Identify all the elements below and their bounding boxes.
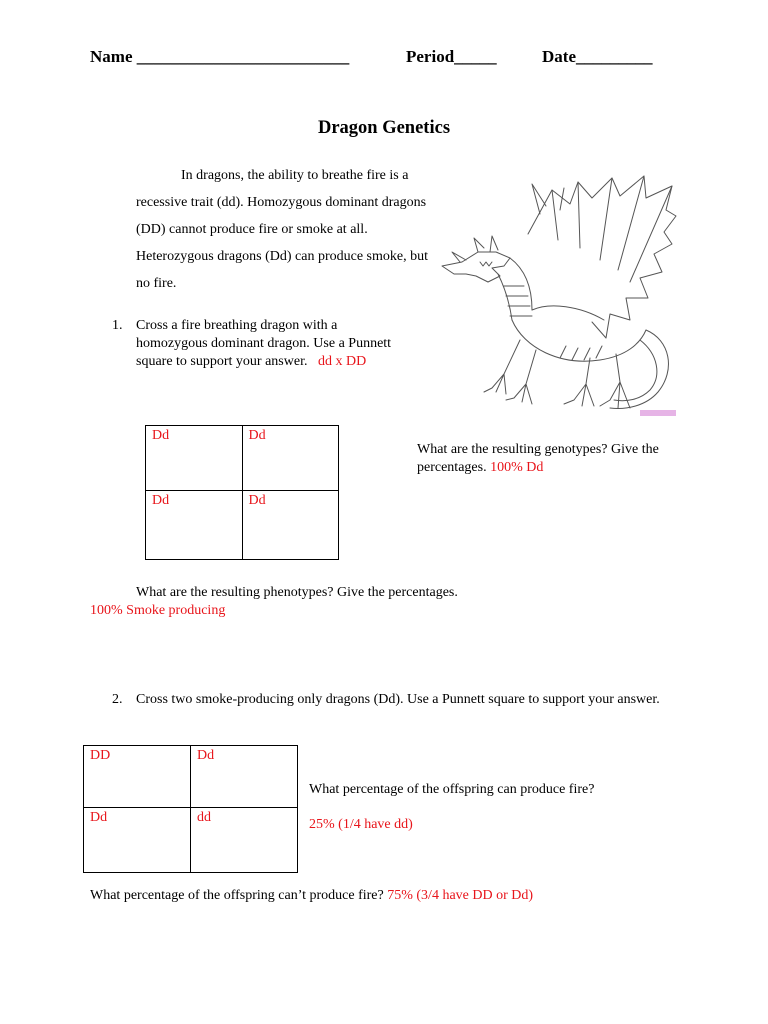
intro-text: In dragons, the ability to breathe fire is a recessive trait (dd). Homozygous dominant dragons (DD) cannot produce fire or smoke at all. Heterozygous dragons (Dd) can produce smoke, but no fire. <box>136 168 428 291</box>
page-title: Dragon Genetics <box>317 118 451 138</box>
question-1-text: Cross a fire breathing dragon with a homozygous dominant dragon. Use a Punnett square to support your answer. <box>136 318 392 369</box>
date-blank[interactable]: _________ <box>575 47 653 66</box>
intro-paragraph <box>136 162 432 297</box>
fire-answer: 25% (1/4 have dd) <box>309 817 413 832</box>
phenotype-question: What are the resulting phenotypes? Give the percentages. <box>136 585 458 600</box>
question-2-number: 2. <box>112 692 123 707</box>
period-field <box>406 47 497 67</box>
punnett-1-cell[interactable]: Dd <box>242 491 339 560</box>
phenotype-answer: 100% Smoke producing <box>90 603 226 618</box>
fire-question: What percentage of the offspring can produce fire? <box>309 782 595 797</box>
nofire-question-text: What percentage of the offspring can’t produce fire? <box>90 888 384 903</box>
date-label: Date <box>542 47 576 66</box>
punnett-square-1 <box>145 425 339 560</box>
name-label: Name <box>90 47 133 66</box>
question-2-text: Cross two smoke-producing only dragons (Dd). Use a Punnett square to support your answer. <box>136 692 660 707</box>
punnett-1-cell[interactable]: Dd <box>146 426 243 491</box>
name-field <box>90 47 349 67</box>
dragon-watermark <box>640 410 676 416</box>
nofire-answer: 75% (3/4 have DD or Dd) <box>387 888 534 903</box>
punnett-2-cell[interactable]: Dd <box>84 808 191 873</box>
question-1-cross-answer: dd x DD <box>317 354 367 369</box>
dragon-illustration-icon <box>440 170 680 422</box>
genotype-question-text: What are the resulting genotypes? Give the percentages. <box>417 442 659 475</box>
genotype-question <box>417 441 687 477</box>
genotype-answer: 100% Dd <box>490 460 544 475</box>
nofire-question <box>90 887 533 905</box>
period-blank[interactable]: _____ <box>454 47 497 66</box>
punnett-1-cell[interactable]: Dd <box>242 426 339 491</box>
period-label: Period <box>406 47 455 66</box>
punnett-1-cell[interactable]: Dd <box>146 491 243 560</box>
name-blank[interactable]: _________________________ <box>136 47 350 66</box>
question-1-number: 1. <box>112 318 123 333</box>
punnett-2-cell[interactable]: DD <box>84 746 191 808</box>
punnett-2-cell[interactable]: dd <box>191 808 298 873</box>
punnett-square-2 <box>83 745 298 873</box>
date-field <box>542 47 652 67</box>
punnett-2-cell[interactable]: Dd <box>191 746 298 808</box>
